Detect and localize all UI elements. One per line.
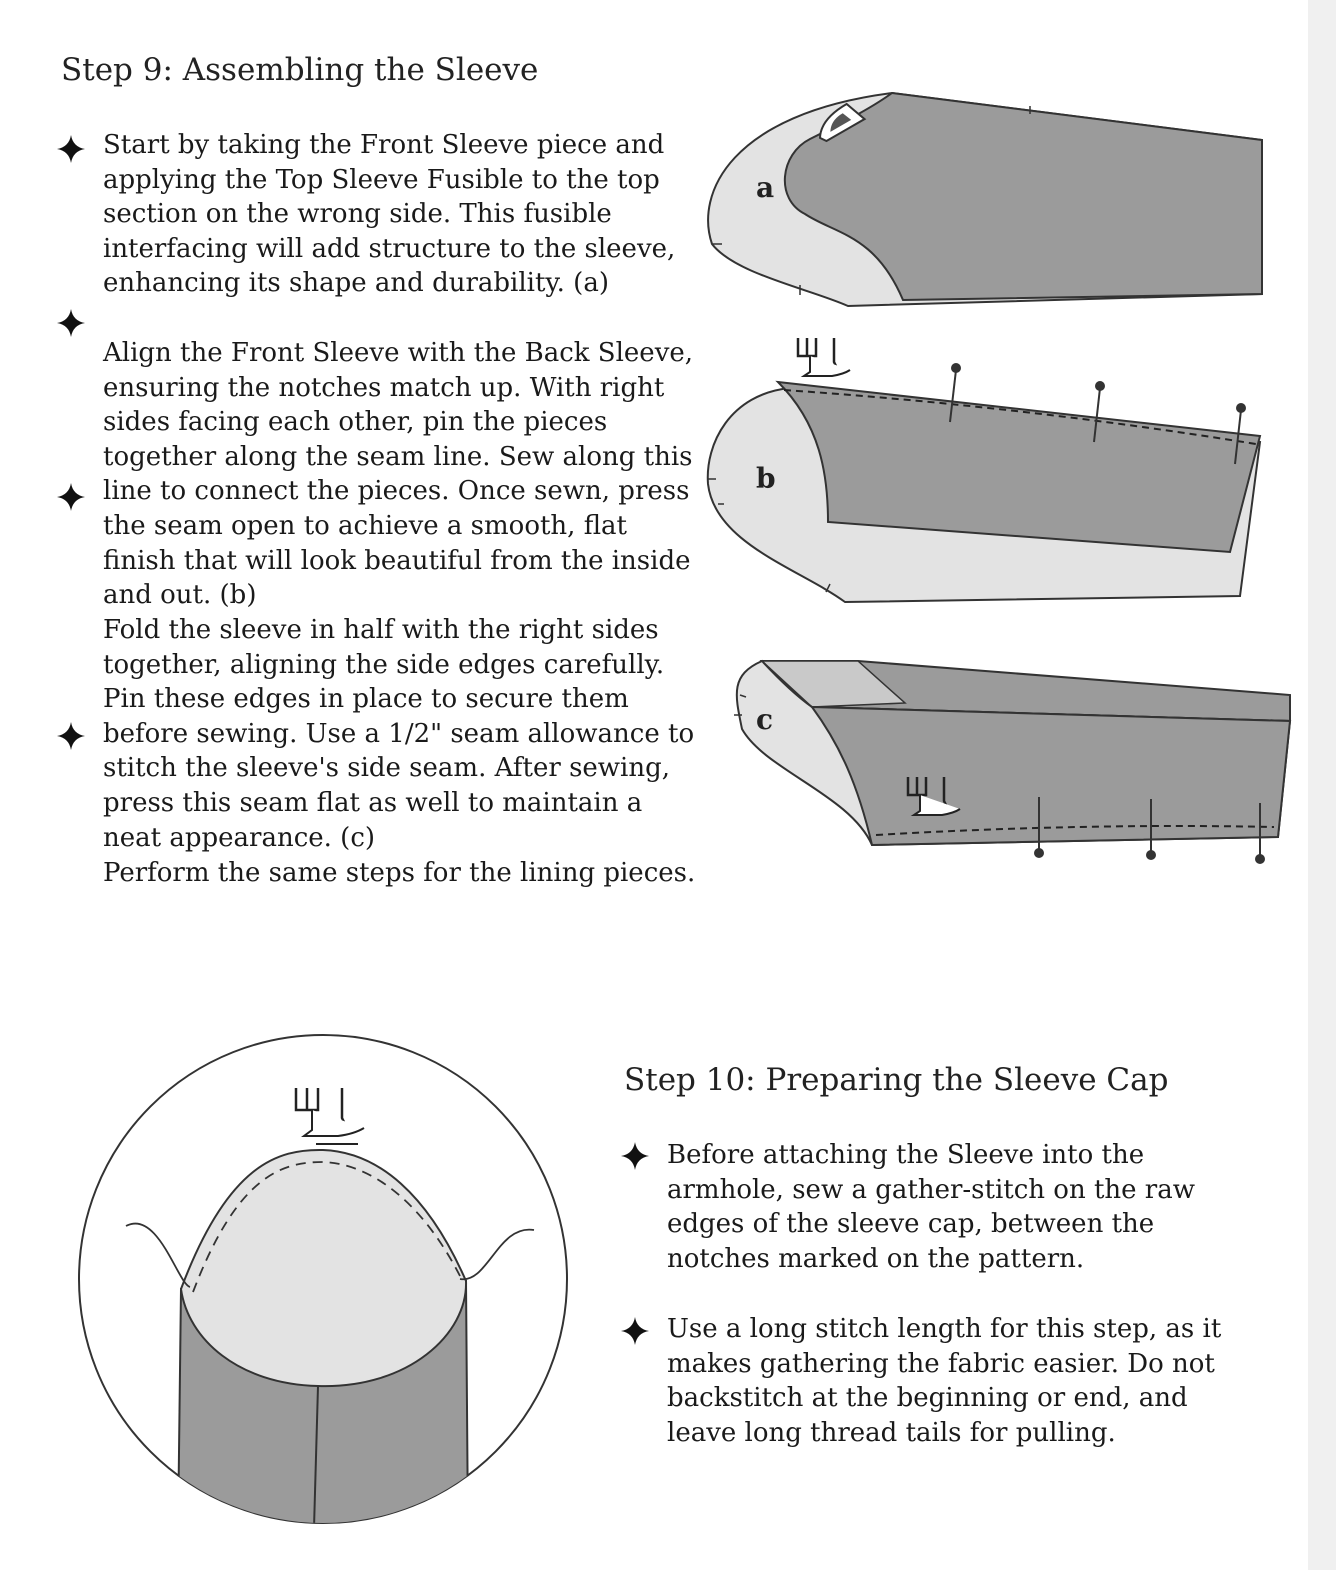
presser-foot-icon — [798, 338, 850, 376]
bullet-star-icon — [56, 308, 86, 338]
bullet-star-icon — [56, 482, 86, 512]
step10-paragraph-2: Use a long stitch length for this step, as it makes gathering the fabric easier. Do not backstitch at the beginning or end, and leave long thread tails for pulling. — [667, 1314, 1222, 1448]
step9-paragraph-a: Start by taking the Front Sleeve piece and applying the Top Sleeve Fusible to the top section on the wrong side. This fusible interfacing will add structure to the sleeve, enhancing its shape and durability. (a) — [103, 130, 676, 299]
step9-lining-note: Perform the same steps for the lining pieces. — [103, 858, 696, 888]
step10-paragraph-1: Before attaching the Sleeve into the armhole, sew a gather-stitch on the raw edges of the sleeve cap, between the notches marked on the pattern. — [667, 1140, 1195, 1274]
sleeve-cap-circle-figure — [78, 1034, 572, 1528]
bullet-star-icon — [56, 721, 86, 751]
step10-title: Step 10: Preparing the Sleeve Cap — [624, 1062, 1169, 1098]
step9-paragraph-b: Align the Front Sleeve with the Back Sleeve, ensuring the notches match up. With right sides facing each other, pin the pieces together along the seam line. Sew along this line to connect the pieces. Once sewn, press the seam open to achieve a smooth, flat finish that will look beautiful from the inside and out. (b) — [103, 338, 694, 611]
bullet-star-icon — [56, 134, 86, 164]
figure-c-side-seam — [700, 655, 1300, 870]
page-edge-strip — [1308, 0, 1336, 1570]
figure-b-sleeve-seam — [700, 334, 1270, 606]
bullet-star-icon — [620, 1141, 650, 1171]
bullet-star-icon — [620, 1316, 650, 1346]
figure-a-sleeve-fusible — [700, 84, 1270, 314]
figure-b-label: b — [756, 462, 776, 495]
figure-a-label: a — [756, 171, 775, 204]
step9-paragraph-c: Fold the sleeve in half with the right sides together, aligning the side edges carefully. Pin these edges in place to secure them before sewing. Use a 1/2" seam allowance to stitch the sleeve's side seam. After sewing, press this seam flat as well to maintain a neat appearance. (c) — [103, 615, 695, 853]
figure-c-label: c — [756, 703, 774, 736]
step9-title: Step 9: Assembling the Sleeve — [61, 52, 539, 88]
